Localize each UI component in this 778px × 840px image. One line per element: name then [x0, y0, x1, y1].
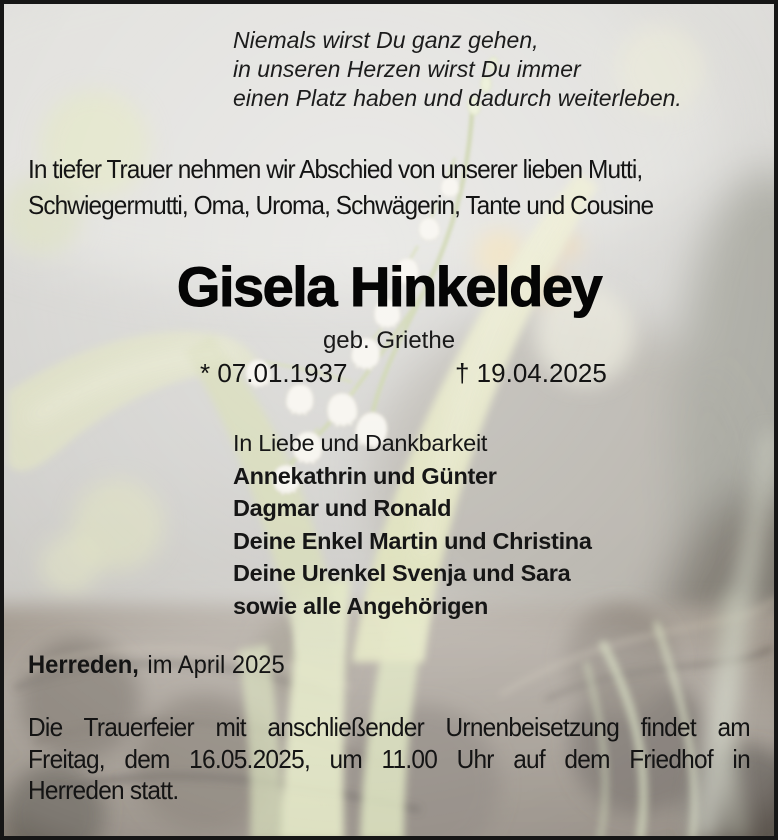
place-name: Herreden,: [28, 651, 139, 679]
verse-line-1: Niemals wirst Du ganz gehen,: [233, 27, 539, 53]
mourner-line: Deine Urenkel Svenja und Sara: [233, 560, 571, 586]
funeral-line-3: Herreden statt.: [28, 775, 179, 805]
verse-line-2: in unseren Herzen wirst Du immer: [233, 56, 581, 82]
funeral-line-1: Die Trauerfeier mit anschließender Urnenbeisetzung findet am: [28, 712, 750, 742]
death-date: † 19.04.2025: [455, 358, 607, 388]
mourners-intro: In Liebe und Dankbarkeit: [233, 430, 488, 456]
verse-line-3: einen Platz haben und dadurch weiterleben.: [233, 85, 682, 111]
maiden-name: geb. Griethe: [322, 327, 456, 354]
place-date-line: [28, 651, 285, 680]
date-text: im April 2025: [147, 651, 285, 679]
mourners-list: [233, 427, 592, 622]
mourner-line: Dagmar und Ronald: [233, 495, 452, 521]
birth-date: * 07.01.1937: [200, 358, 348, 388]
funeral-line-2: Freitag, dem 16.05.2025, um 11.00 Uhr auf dem Friedhof in: [28, 743, 750, 774]
memorial-verse: [233, 26, 682, 113]
mourner-line: Deine Enkel Martin und Christina: [233, 527, 592, 554]
mourning-intro: [28, 151, 750, 223]
intro-line-1: In tiefer Trauer nehmen wir Abschied von unserer lieben Mutti,: [28, 154, 643, 184]
mourner-line: Annekathrin und Günter: [233, 462, 497, 489]
deceased-name: Gisela Hinkeldey: [176, 255, 602, 318]
mourner-line: sowie alle Angehörigen: [233, 592, 488, 619]
intro-line-2: Schwiegermutti, Oma, Uroma, Schwägerin, Tante und Cousine: [28, 190, 654, 220]
funeral-announcement: [28, 712, 750, 807]
